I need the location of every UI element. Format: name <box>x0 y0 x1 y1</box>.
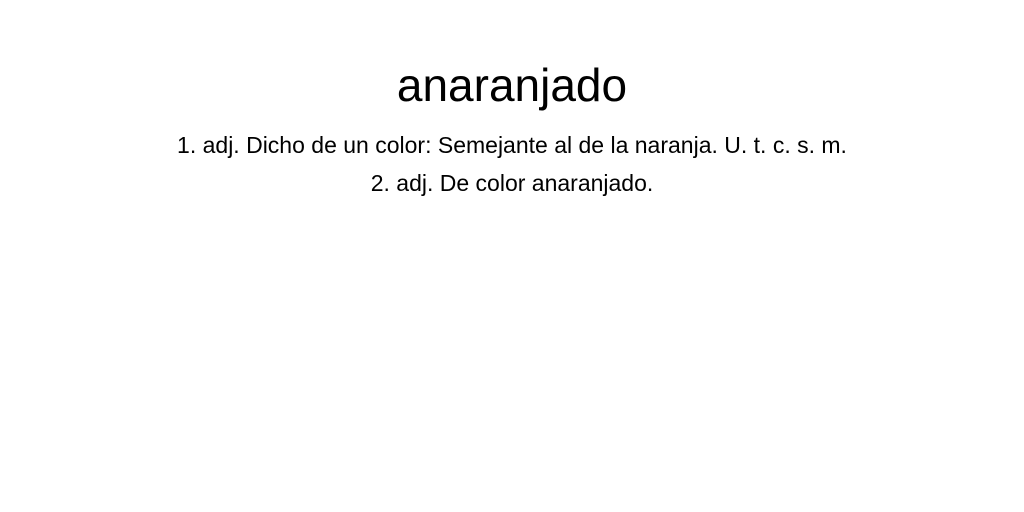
definition-1: 1. adj. Dicho de un color: Semejante al de la naranja. U. t. c. s. m. <box>177 132 847 158</box>
definition-list <box>0 126 1024 202</box>
dictionary-entry <box>0 58 1024 202</box>
entry-headword: anaranjado <box>396 59 628 111</box>
definition-2: 2. adj. De color anaranjado. <box>370 170 654 196</box>
